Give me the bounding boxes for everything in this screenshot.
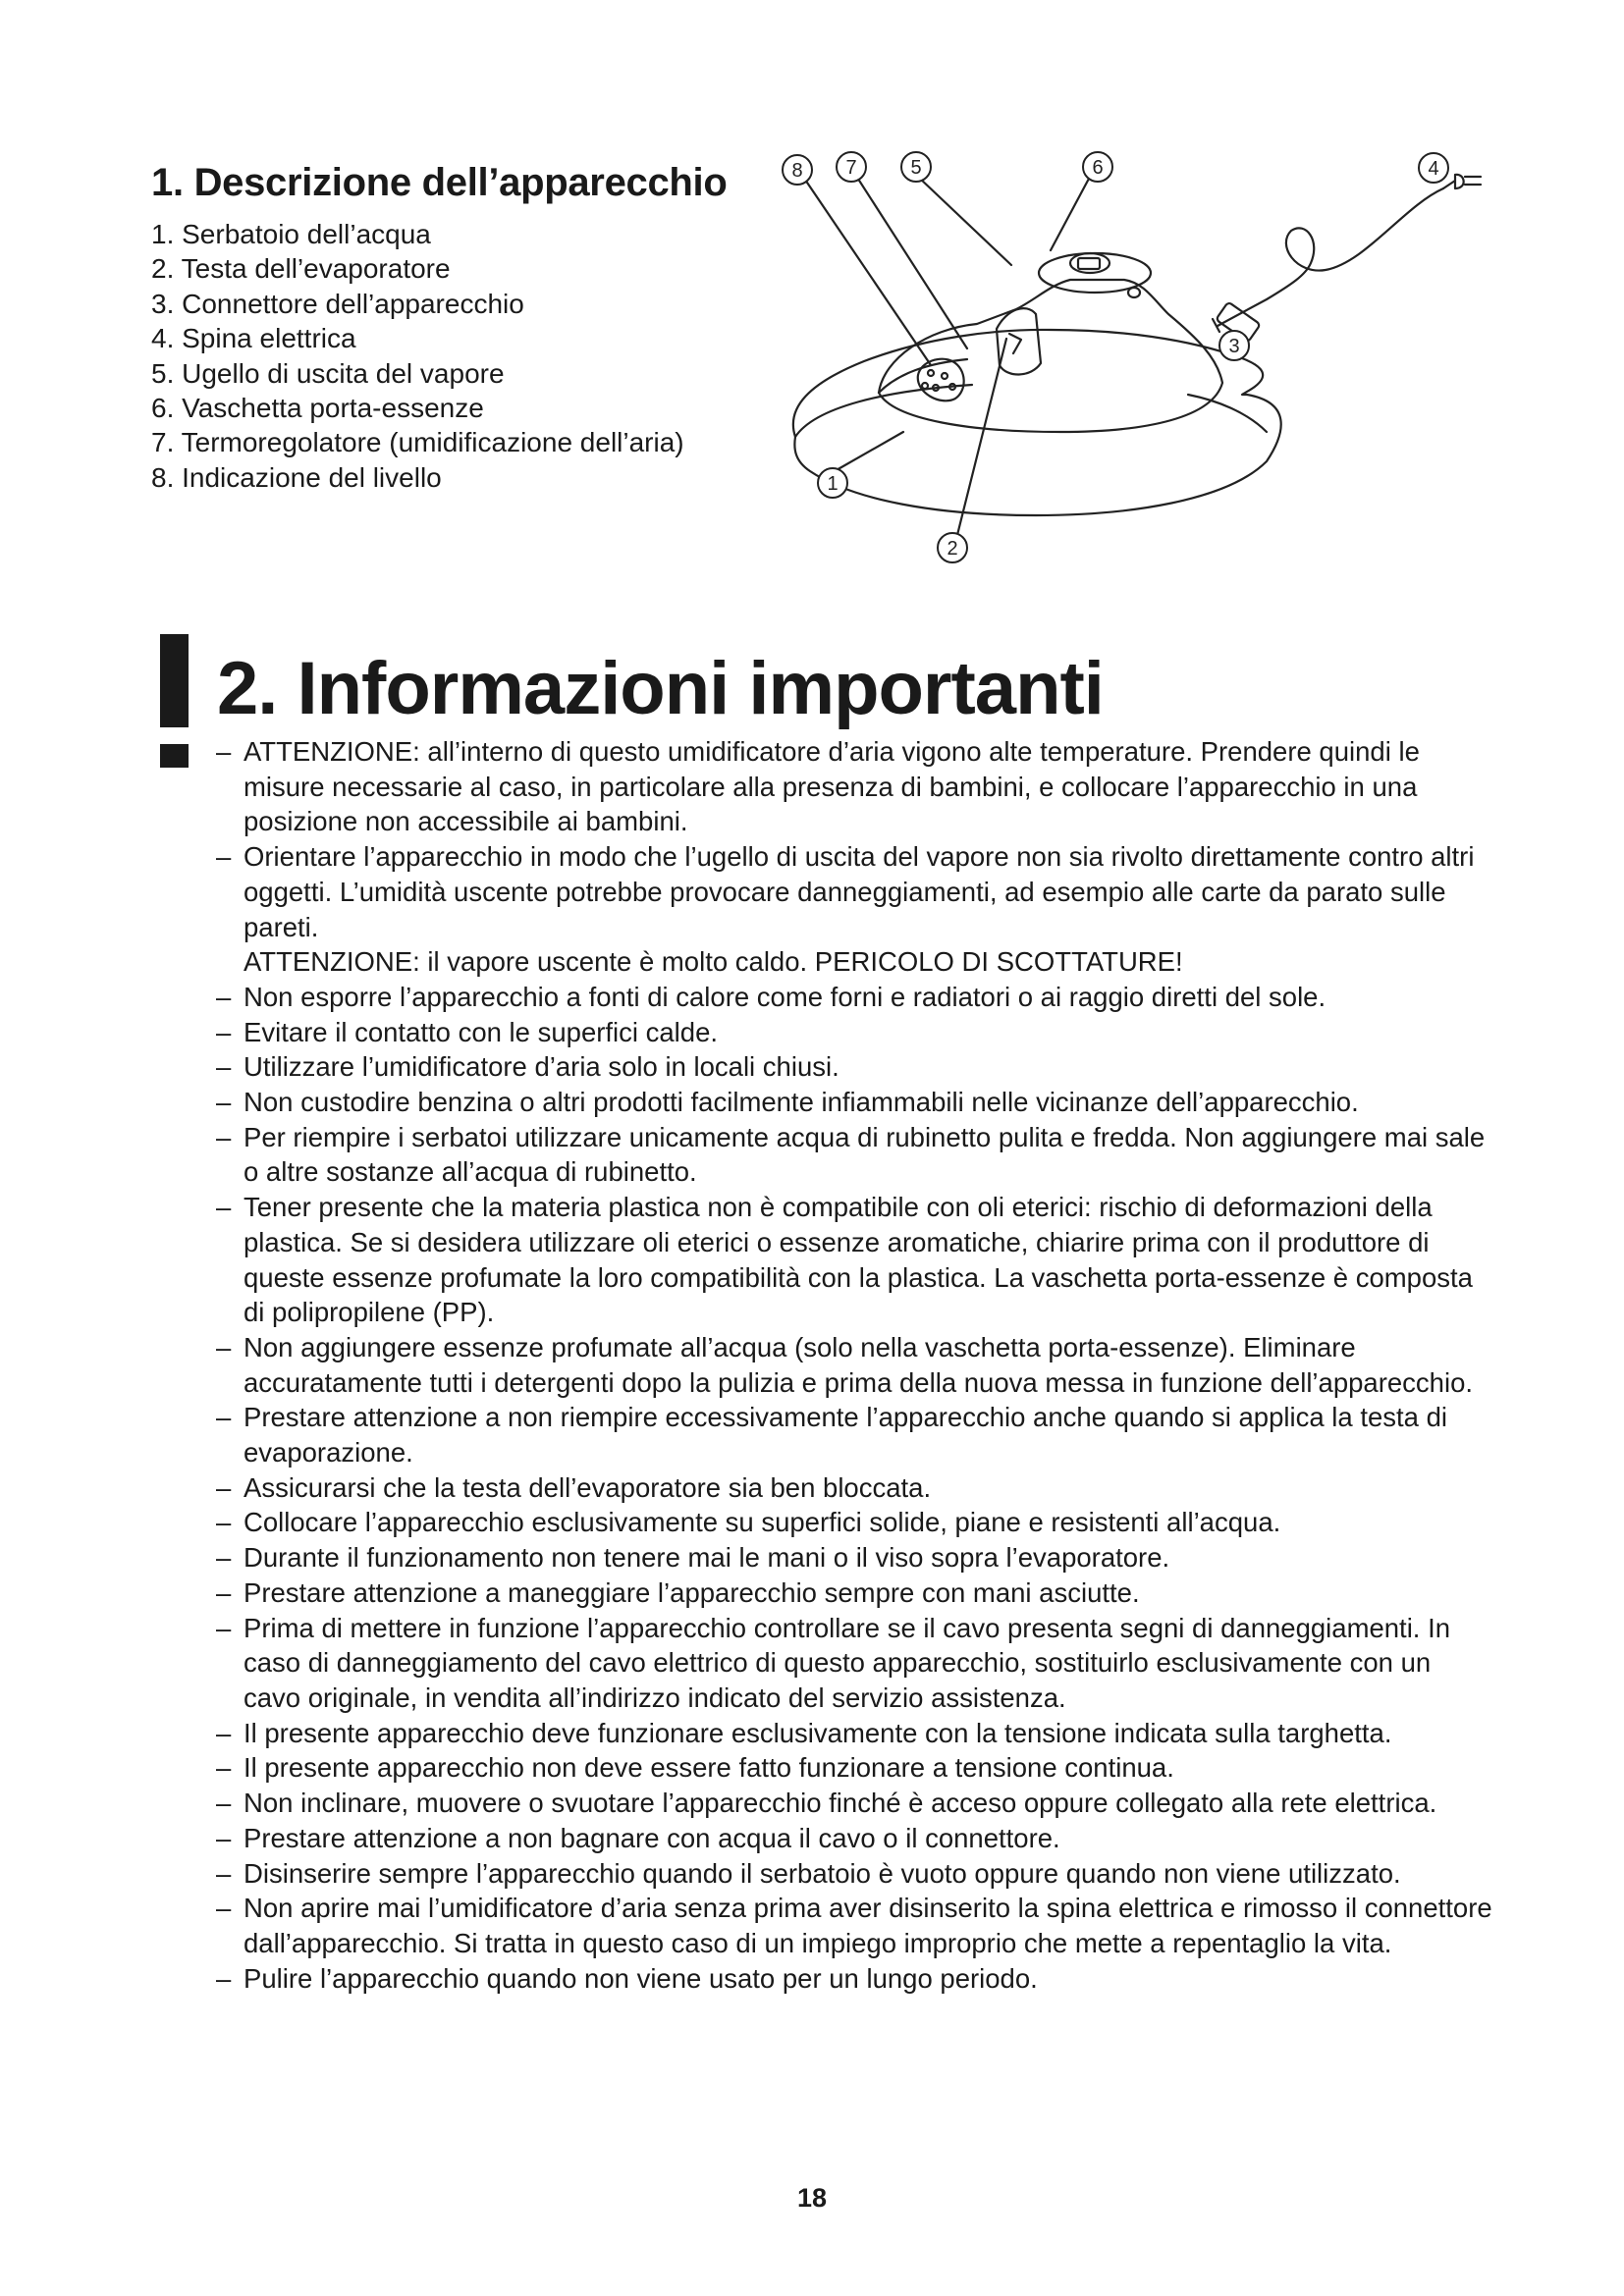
part-item: 7. Termoregolatore (umidificazione dell’aria) <box>151 427 684 458</box>
callout-1-label: 1 <box>827 473 839 495</box>
safety-item: – Utilizzare l’umidificatore d’aria solo in locali chiusi. <box>216 1049 1492 1085</box>
safety-item: – Non inclinare, muovere o svuotare l’apparecchio finché è acceso oppure collegato alla rete elettrica. <box>216 1786 1492 1821</box>
safety-item: – Evitare il contatto con le superfici calde. <box>216 1015 1492 1050</box>
safety-item: – Non aggiungere essenze profumate all’acqua (solo nella vaschetta porta-essenze). Eliminare accuratamente tutti i detergenti dopo la pulizia e prima della nuova messa in funzione dell’apparecchio. <box>216 1330 1492 1400</box>
water-tank-shape <box>793 330 1281 515</box>
tank-rim-shape <box>795 385 972 437</box>
part-item: 2. Testa dell’evaporatore <box>151 253 451 285</box>
callout-4-label: 4 <box>1428 158 1439 180</box>
section-2-title: 2. Informazioni importanti <box>217 647 1104 730</box>
safety-item: – Prestare attenzione a non riempire eccessivamente l’apparecchio anche quando si applica la testa di evaporazione. <box>216 1400 1492 1469</box>
callout-6-label: 6 <box>1092 157 1104 179</box>
safety-item: – Collocare l’apparecchio esclusivamente su superfici solide, piane e resistenti all’acqua. <box>216 1505 1492 1540</box>
safety-item: – Durante il funzionamento non tenere mai le mani o il viso sopra l’evaporatore. <box>216 1540 1492 1575</box>
parts-list <box>151 217 684 495</box>
warning-exclamation-dot-icon <box>160 744 189 768</box>
humidifier-diagram <box>756 137 1502 599</box>
safety-item: – Non aprire mai l’umidificatore d’aria senza prima aver disinserito la spina elettrica e rimosso il connettore dall’apparecchio. Si tratta in questo caso di un impiego improprio che mette a repentaglio la vita. <box>216 1891 1492 1960</box>
warning-exclamation-icon <box>160 634 189 727</box>
safety-item: ATTENZIONE: il vapore uscente è molto caldo. PERICOLO DI SCOTTATURE! <box>244 946 1183 978</box>
safety-item: – Prima di mettere in funzione l’apparecchio controllare se il cavo presenta segni di danneggiamenti. In caso di danneggiamento del cavo elettrico di questo apparecchio, sostituirlo esclusivamente con un cavo originale, in vendita all’indirizzo indicato del servizio assistenza. <box>216 1611 1492 1716</box>
section-1-title: 1. Descrizione dell’apparecchio <box>151 161 728 204</box>
safety-item: – Assicurarsi che la testa dell’evaporatore sia ben bloccata. <box>216 1470 1492 1506</box>
callout-8-label: 8 <box>791 160 803 182</box>
part-item: 1. Serbatoio dell’acqua <box>151 219 431 249</box>
safety-item: – Il presente apparecchio deve funzionare esclusivamente con la tensione indicata sulla targhetta. <box>216 1716 1492 1751</box>
part-item: 8. Indicazione del livello <box>151 461 442 493</box>
safety-item: – Prestare attenzione a maneggiare l’apparecchio sempre con mani asciutte. <box>216 1575 1492 1611</box>
evaporator-head-shape <box>879 280 1222 432</box>
part-item: 5. Ugello di uscita del vapore <box>151 357 505 389</box>
thermostat-shape <box>997 308 1041 374</box>
power-cable-shape <box>1218 188 1443 326</box>
safety-item: – Il presente apparecchio non deve essere fatto funzionare a tensione continua. <box>216 1750 1492 1786</box>
page-number: 18 <box>796 2183 828 2213</box>
callout-5-label: 5 <box>910 157 922 179</box>
safety-item: – Tener presente che la materia plastica non è compatibile con oli eterici: rischio di deformazioni della plastica. Se si desidera utilizzare oli eterici o essenze aromatiche, chiarire prima con il produttore di queste essenze profumate la loro compatibilità con la plastica. La vaschetta porta-essenze è composta di polipropilene (PP). <box>216 1190 1492 1330</box>
part-item: 6. Vaschetta porta-essenze <box>151 393 484 424</box>
part-item: 3. Connettore dell’apparecchio <box>151 288 524 319</box>
safety-item: – Disinserire sempre l’apparecchio quando il serbatoio è vuoto oppure quando non viene utilizzato. <box>216 1856 1492 1892</box>
safety-item: – Pulire l’apparecchio quando non viene usato per un lungo periodo. <box>216 1961 1492 1997</box>
safety-item: – Non esporre l’apparecchio a fonti di calore come forni e radiatori o ai raggio diretti del sole. <box>216 980 1492 1015</box>
safety-item: – Per riempire i serbatoi utilizzare unicamente acqua di rubinetto pulita e fredda. Non aggiungere mai sale o altre sostanze all’acqua di rubinetto. <box>216 1120 1492 1190</box>
callout-2-label: 2 <box>947 538 958 560</box>
safety-item: – Orientare l’apparecchio in modo che l’ugello di uscita del vapore non sia rivolto direttamente contro altri oggetti. L’umidità uscente potrebbe provocare danneggiamenti, ad esempio alle carte da parato sulle pareti. <box>216 839 1492 944</box>
safety-item: – Prestare attenzione a non bagnare con acqua il cavo o il connettore. <box>216 1821 1492 1856</box>
level-indicator-shape <box>918 359 964 401</box>
safety-item: – Non custodire benzina o altri prodotti facilmente infiammabili nelle vicinanze dell’apparecchio. <box>216 1085 1492 1120</box>
part-item: 4. Spina elettrica <box>151 323 356 354</box>
safety-item: – ATTENZIONE: all’interno di questo umidificatore d’aria vigono alte temperature. Prendere quindi le misure necessarie al caso, in particolare alla presenza di bambini, e collocare l’apparecchio in una posizione non accessibile ai bambini. <box>216 734 1492 839</box>
callout-3-label: 3 <box>1228 336 1240 357</box>
callout-7-label: 7 <box>845 157 857 179</box>
plug-shape <box>1443 175 1481 188</box>
safety-instructions-list <box>216 734 1492 1996</box>
